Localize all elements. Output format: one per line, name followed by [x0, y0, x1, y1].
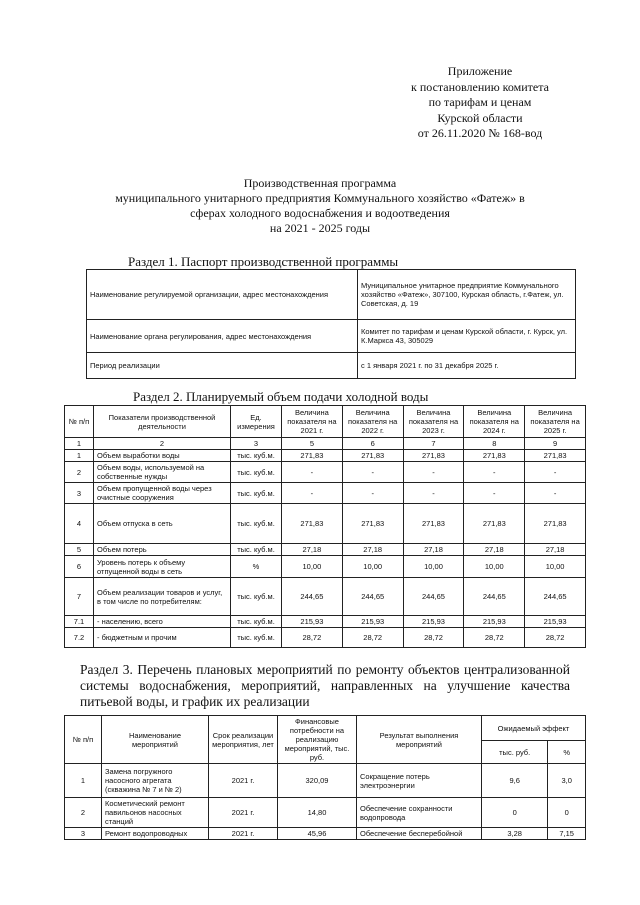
- row-number: 2: [65, 462, 94, 483]
- row-number: 4: [65, 504, 94, 544]
- table-row: [65, 483, 586, 504]
- col-header: Величина показателя на 2021 г.: [282, 406, 343, 438]
- effect-pct: 7,15: [548, 828, 586, 840]
- row-value: 10,00: [282, 556, 343, 578]
- row-value: -: [403, 483, 464, 504]
- col-number: 3: [231, 438, 282, 450]
- row-unit: тыс. куб.м.: [231, 504, 282, 544]
- row-value: 215,93: [342, 616, 403, 628]
- measure-term: 2021 г.: [209, 828, 278, 840]
- col-header: тыс. руб.: [482, 741, 548, 764]
- row-value: -: [342, 483, 403, 504]
- col-number: 7: [403, 438, 464, 450]
- col-header: № п/п: [65, 406, 94, 438]
- effect-pct: 0: [548, 798, 586, 828]
- passport-value: Муниципальное унитарное предприятие Коммунального хозяйство «Фатеж», 307100, Курская область, г.Фатеж, ул. Советская, д. 19: [358, 270, 576, 320]
- measure-cost: 45,96: [278, 828, 357, 840]
- table-row: [65, 450, 586, 462]
- row-unit: тыс. куб.м.: [231, 544, 282, 556]
- row-value: 244,65: [282, 578, 343, 616]
- title-line: сферах холодного водоснабжения и водоотведения: [190, 206, 450, 220]
- document-title: [60, 176, 580, 236]
- row-unit: тыс. куб.м.: [231, 483, 282, 504]
- appendix-line: Курской области: [437, 110, 523, 125]
- row-value: -: [464, 462, 525, 483]
- row-value: 244,65: [464, 578, 525, 616]
- row-value: -: [282, 483, 343, 504]
- row-value: -: [403, 462, 464, 483]
- title-line: на 2021 - 2025 годы: [269, 221, 371, 235]
- row-value: 271,83: [525, 450, 586, 462]
- measure-term: 2021 г.: [209, 798, 278, 828]
- row-value: 215,93: [403, 616, 464, 628]
- row-number: 1: [65, 764, 102, 798]
- row-number: 6: [65, 556, 94, 578]
- row-value: 244,65: [403, 578, 464, 616]
- row-value: 271,83: [282, 504, 343, 544]
- col-number: 9: [525, 438, 586, 450]
- row-number: 5: [65, 544, 94, 556]
- row-unit: %: [231, 556, 282, 578]
- table-row: [87, 270, 576, 320]
- measure-result: Сокращение потерь электроэнергии: [357, 764, 482, 798]
- row-value: 27,18: [464, 544, 525, 556]
- table-header-row: [65, 716, 586, 741]
- appendix-line: к постановлению комитета: [411, 79, 549, 94]
- row-unit: тыс. куб.м.: [231, 578, 282, 616]
- row-value: 27,18: [282, 544, 343, 556]
- effect-pct: 3,0: [548, 764, 586, 798]
- row-value: 271,83: [403, 450, 464, 462]
- effect-rub: 9,6: [482, 764, 548, 798]
- table-row: [65, 504, 586, 544]
- table-header-row: [65, 406, 586, 438]
- table-row: [65, 616, 586, 628]
- row-unit: тыс. куб.м.: [231, 450, 282, 462]
- appendix-line: Приложение: [447, 64, 513, 78]
- column-number-row: [65, 438, 586, 450]
- measure-cost: 320,09: [278, 764, 357, 798]
- row-number: 3: [65, 828, 102, 840]
- row-value: 28,72: [525, 628, 586, 648]
- col-header: Показатели производственной деятельности: [94, 406, 231, 438]
- row-label: Объем выработки воды: [94, 450, 231, 462]
- row-value: 27,18: [342, 544, 403, 556]
- passport-table: [86, 269, 576, 379]
- table-row: [65, 556, 586, 578]
- section2-heading: Раздел 2. Планируемый объем подачи холодной воды: [133, 389, 429, 404]
- row-label: Объем отпуска в сеть: [94, 504, 231, 544]
- effect-rub: 0: [482, 798, 548, 828]
- row-value: 271,83: [342, 504, 403, 544]
- row-label: Объем воды, используемой на собственные нужды: [94, 462, 231, 483]
- row-value: -: [282, 462, 343, 483]
- col-header: Наименование мероприятий: [102, 716, 209, 764]
- row-value: 271,83: [464, 450, 525, 462]
- col-number: 1: [65, 438, 94, 450]
- row-value: 10,00: [464, 556, 525, 578]
- measure-cost: 14,80: [278, 798, 357, 828]
- section1-heading: Раздел 1. Паспорт производственной программы: [128, 254, 399, 269]
- section3-heading: Раздел 3. Перечень плановых мероприятий по ремонту объектов централизованной системы водоснабжения, мероприятий, направленных на улучшение качества питьевой воды, и график их реализации: [80, 662, 570, 709]
- row-unit: тыс. куб.м.: [231, 462, 282, 483]
- col-header: Величина показателя на 2023 г.: [403, 406, 464, 438]
- passport-value: с 1 января 2021 г. по 31 декабря 2025 г.: [358, 353, 576, 379]
- effect-rub: 3,28: [482, 828, 548, 840]
- passport-label: Период реализации: [87, 353, 358, 379]
- row-value: 271,83: [342, 450, 403, 462]
- measure-name: Замена погружного насосного агрегата (скважина № 7 и № 2): [102, 764, 209, 798]
- row-value: 271,83: [464, 504, 525, 544]
- row-unit: тыс. куб.м.: [231, 628, 282, 648]
- row-value: 10,00: [342, 556, 403, 578]
- row-value: 215,93: [525, 616, 586, 628]
- col-header: Величина показателя на 2025 г.: [525, 406, 586, 438]
- table-row: [87, 320, 576, 353]
- row-label: Уровень потерь к объему отпущенной воды в сеть: [94, 556, 231, 578]
- col-header: Величина показателя на 2024 г.: [464, 406, 525, 438]
- table-row: [65, 828, 586, 840]
- col-header: Результат выполнения мероприятий: [357, 716, 482, 764]
- row-value: 244,65: [525, 578, 586, 616]
- measure-term: 2021 г.: [209, 764, 278, 798]
- col-header: %: [548, 741, 586, 764]
- row-label: - бюджетным и прочим: [94, 628, 231, 648]
- col-header: Ед. измерения: [231, 406, 282, 438]
- measures-table: [64, 715, 586, 840]
- row-label: Объем потерь: [94, 544, 231, 556]
- table-row: [65, 764, 586, 798]
- appendix-block: [385, 64, 575, 142]
- measure-name: Косметический ремонт павильонов насосных станций: [102, 798, 209, 828]
- appendix-line: по тарифам и ценам: [428, 95, 532, 109]
- row-number: 7.1: [65, 616, 94, 628]
- row-number: 2: [65, 798, 102, 828]
- table-row: [65, 462, 586, 483]
- table-row: [65, 578, 586, 616]
- title-line: муниципального унитарного предприятия Коммунального хозяйство «Фатеж» в: [115, 191, 525, 205]
- row-value: 28,72: [464, 628, 525, 648]
- row-value: -: [525, 483, 586, 504]
- row-value: -: [464, 483, 525, 504]
- row-label: Объем пропущенной воды через очистные сооружения: [94, 483, 231, 504]
- row-value: 271,83: [282, 450, 343, 462]
- col-header: Ожидаемый эффект: [482, 716, 586, 741]
- row-value: 28,72: [282, 628, 343, 648]
- col-number: 8: [464, 438, 525, 450]
- col-number: 5: [282, 438, 343, 450]
- passport-label: Наименование органа регулирования, адрес местонахождения: [87, 320, 358, 353]
- table-row: [65, 798, 586, 828]
- row-label: - населению, всего: [94, 616, 231, 628]
- row-value: 215,93: [282, 616, 343, 628]
- title-line: Производственная программа: [243, 176, 397, 190]
- col-header: Финансовые потребности на реализацию мероприятий, тыс. руб.: [278, 716, 357, 764]
- row-value: 244,65: [342, 578, 403, 616]
- measure-name: Ремонт водопроводных: [102, 828, 209, 840]
- row-number: 7: [65, 578, 94, 616]
- col-header: Величина показателя на 2022 г.: [342, 406, 403, 438]
- passport-value: Комитет по тарифам и ценам Курской области, г. Курск, ул. К.Маркса 43, 305029: [358, 320, 576, 353]
- water-volume-table: [64, 405, 586, 648]
- row-value: 271,83: [525, 504, 586, 544]
- row-value: 215,93: [464, 616, 525, 628]
- row-value: 10,00: [525, 556, 586, 578]
- row-label: Объем реализации товаров и услуг, в том числе по потребителям:: [94, 578, 231, 616]
- row-unit: тыс. куб.м.: [231, 616, 282, 628]
- measure-result: Обеспечение бесперебойной: [357, 828, 482, 840]
- table-row: [65, 544, 586, 556]
- row-value: 271,83: [403, 504, 464, 544]
- col-number: 2: [94, 438, 231, 450]
- row-value: -: [342, 462, 403, 483]
- passport-label: Наименование регулируемой организации, адрес местонахождения: [87, 270, 358, 320]
- table-row: [87, 353, 576, 379]
- col-header: Срок реализации мероприятия, лет: [209, 716, 278, 764]
- row-value: 27,18: [525, 544, 586, 556]
- col-number: 6: [342, 438, 403, 450]
- col-header: № п/п: [65, 716, 102, 764]
- row-number: 1: [65, 450, 94, 462]
- row-number: 3: [65, 483, 94, 504]
- appendix-line: от 26.11.2020 № 168-вод: [417, 126, 543, 140]
- row-number: 7.2: [65, 628, 94, 648]
- table-row: [65, 628, 586, 648]
- row-value: 28,72: [342, 628, 403, 648]
- row-value: 28,72: [403, 628, 464, 648]
- row-value: -: [525, 462, 586, 483]
- row-value: 27,18: [403, 544, 464, 556]
- measure-result: Обеспечение сохранности водопровода: [357, 798, 482, 828]
- section2-body: [65, 450, 586, 648]
- section3-body: [65, 764, 586, 840]
- row-value: 10,00: [403, 556, 464, 578]
